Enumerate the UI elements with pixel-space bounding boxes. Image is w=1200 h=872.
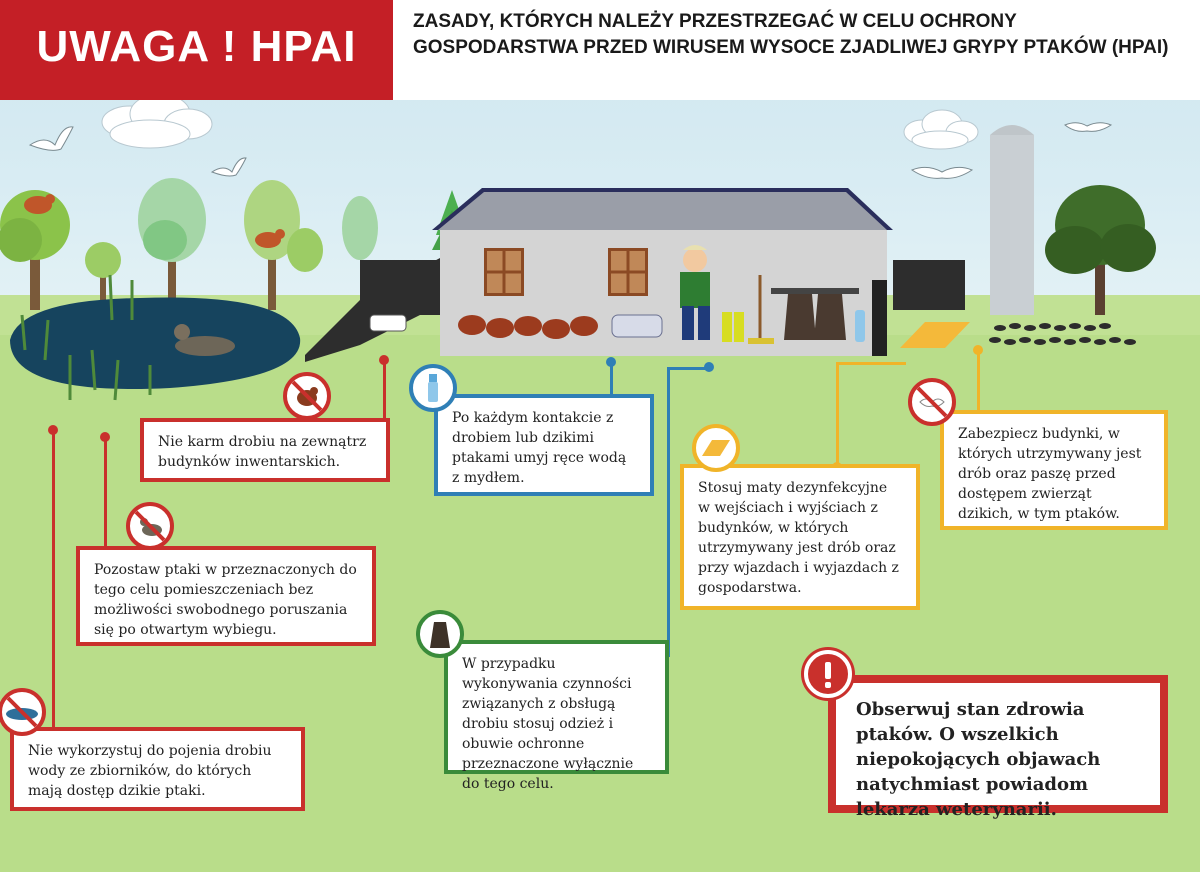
cloud-left — [102, 100, 212, 148]
connector-water — [52, 430, 55, 730]
rule-box-observe — [828, 675, 1168, 820]
disinfection-mat-icon — [692, 424, 740, 472]
connector-mats-h — [836, 362, 906, 365]
connector-confine — [104, 437, 107, 547]
rule-text-confine: Pozostaw ptaki w przeznaczonych do tego celu pomieszczeniach bez możliwości swobodnego poruszania się po otwartym wybiegu. — [94, 562, 357, 638]
rule-box-mats — [680, 464, 920, 610]
rule-text-feed: Nie karm drobiu na zewnątrz budynków inwentarskich. — [158, 434, 367, 470]
connector-mats-v — [836, 362, 839, 467]
no-water-icon — [0, 688, 46, 736]
rule-box-confine — [76, 546, 376, 646]
apron-icon — [416, 610, 464, 658]
connector-dot-wash — [606, 357, 616, 367]
connector-dot-confine — [100, 432, 110, 442]
connector-dot-feed — [379, 355, 389, 365]
exclamation-icon — [804, 650, 852, 698]
rule-text-wash: Po każdym kontakcie z drobiem lub dzikimi ptakami umyj ręce wodą z mydłem. — [452, 410, 627, 486]
connector-dot-clothing — [704, 362, 714, 372]
silo — [990, 125, 1034, 315]
barn — [432, 188, 893, 356]
connector-clothing-v — [667, 367, 670, 657]
rule-box-clothing — [444, 640, 669, 792]
connector-dot-secure — [973, 345, 983, 355]
no-wild-bird-icon — [908, 378, 956, 426]
rule-box-wash — [434, 394, 654, 496]
connector-feed — [383, 360, 386, 425]
no-chicken-icon — [283, 372, 331, 420]
rule-text-water: Nie wykorzystuj do pojenia drobiu wody ze zbiorników, do których mają dostęp dzikie ptaki. — [28, 743, 272, 799]
connector-clothing-h — [667, 367, 709, 370]
rule-text-mats: Stosuj maty dezynfekcyjne w wejściach i wyjściach z budynków, w których utrzymywany jest drób oraz przy wjazdach i wyjazdach z gospodarstwa. — [698, 480, 899, 596]
rule-box-secure — [940, 410, 1168, 530]
connector-dot-water — [48, 425, 58, 435]
page-subtitle: ZASADY, KTÓRYCH NALEŻY PRZESTRZEGAĆ W CELU OCHRONY GOSPODARSTWA PRZED WIRUSEM WYSOCE ZJADLIWEJ GRYPY PTAKÓW (HPAI) — [413, 11, 1169, 58]
rule-box-feed — [140, 418, 390, 482]
header-banner — [0, 0, 1200, 100]
rule-text-clothing: W przypadku wykonywania czynności związanych z obsługą drobiu stosuj odzież i obuwie ochronne przeznaczone wyłącznie do tego celu. — [462, 656, 634, 792]
spray-bottle-icon — [409, 364, 457, 412]
cloud-right — [904, 110, 978, 149]
rule-text-observe: Obserwuj stan zdrowia ptaków. O wszelkich niepokojących objawach natychmiast powiadom lekarza weterynarii. — [856, 699, 1101, 820]
fence-right — [893, 260, 965, 310]
rule-box-water — [10, 727, 305, 811]
rule-text-secure: Zabezpiecz budynki, w których utrzymywany jest drób oraz paszę przed dostępem zwierząt dzikich, w tym ptaków. — [958, 426, 1142, 522]
connector-secure-v — [977, 350, 980, 410]
no-duck-icon — [126, 502, 174, 550]
page-title: UWAGA ! HPAI — [36, 22, 357, 71]
feeder-left — [370, 315, 406, 331]
